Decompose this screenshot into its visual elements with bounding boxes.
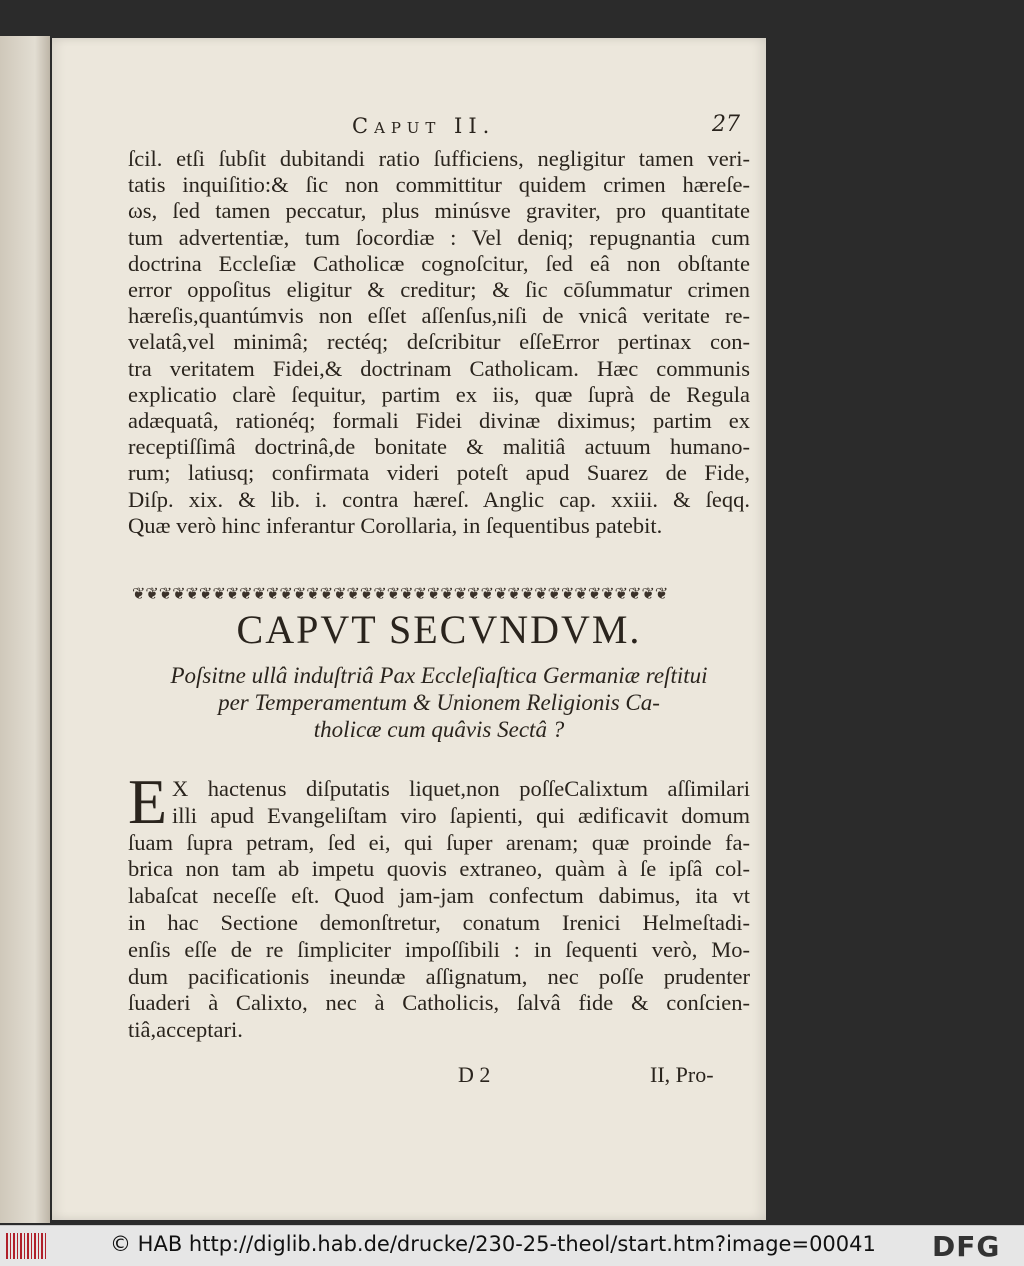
text-line: dum pacificationis ineundæ aſſignatum, nec poſſe prudenter <box>128 963 750 989</box>
page-header <box>52 112 766 146</box>
text-line: velatâ,vel minimâ; rectéq; deſcribitur eſſeError pertinax con- <box>128 329 750 355</box>
text-line: explicatio clarè ſequitur, partim ex iis, quæ ſuprà de Regula <box>128 381 750 407</box>
text-line: tatis inquiſitio:& ſic non committitur quidem crimen hæreſe- <box>128 172 750 198</box>
text-line: ſuam ſupra petram, ſed ei, qui ſuper arenam; quæ proinde fa- <box>128 829 750 855</box>
text-line: ſcil. etſi ſubſit dubitandi ratio ſufficiens, negligitur tamen veri- <box>128 146 750 171</box>
text-line: rum; latiusq; confirmata videri poteſt apud Suarez de Fide, <box>128 460 750 486</box>
text-line: adæquatâ, rationéq; formali Fidei divinæ diximus; partim ex <box>128 408 750 434</box>
book-page <box>52 38 766 1220</box>
text-line: X hactenus diſputatis liquet,non poſſeCalixtum aſſimilari <box>172 776 750 801</box>
text-line: ſuaderi à Calixto, nec à Catholicis, ſalvâ fide & conſcien- <box>128 990 750 1016</box>
text-line: enſis eſſe de re ſimpliciter impoſſibili : in ſequenti verò, Mo- <box>128 936 750 962</box>
text-line: tum advertentiæ, tum ſocordiæ : Vel deniq; repugnantia cum <box>128 224 750 250</box>
subtitle-line: tholicæ cum quâvis Sectâ ? <box>313 717 565 742</box>
text-line: receptiſſimâ doctrinâ,de bonitate & malitiâ actuum humano- <box>128 434 750 460</box>
text-line: doctrina Eccleſiæ Catholicæ cognoſcitur, ſed eâ non obſtante <box>128 250 750 276</box>
text-line: error oppoſitus eligitur & creditur; & ſic cōſummatur crimen <box>128 277 750 303</box>
page-footer <box>52 1062 766 1092</box>
page-number: 27 <box>712 112 740 137</box>
text-line: illi apud Evangeliſtam viro ſapienti, qui ædificavit domum <box>172 802 750 828</box>
dfg-logo: DFG <box>932 1230 1001 1263</box>
chapter-heading: CAPVT SECVNDVM. <box>236 607 642 652</box>
signature-mark: D 2 <box>458 1062 491 1087</box>
text-line: tra veritatem Fidei,& doctrinam Catholicam. Hæc communis <box>128 355 750 381</box>
text-line: Quæ verò hinc inferantur Corollaria, in ſequentibus patebit. <box>128 512 663 538</box>
text-line: labaſcat neceſſe eſt. Quod jam-jam confectum dabimus, ita vt <box>128 883 750 909</box>
text-line: in hac Sectione demonſtretur, conatum Irenici Helmeſtadi- <box>128 909 750 935</box>
running-title: Caput II. <box>352 114 496 138</box>
subtitle-line: per Temperamentum & Unionem Religionis Ca- <box>218 690 660 715</box>
drop-cap: E <box>128 766 168 837</box>
facing-page-edge <box>0 36 50 1223</box>
ornament-divider: ❦❦❦❦❦❦❦❦❦❦❦❦❦❦❦❦❦❦❦❦❦❦❦❦❦❦❦❦❦❦❦❦❦❦❦❦❦❦❦❦ <box>132 584 669 603</box>
chapter-paragraph <box>128 776 750 1044</box>
text-line: hæreſis,quantúmvis non eſſet aſſenſus,niſi de vnicâ veritate re- <box>128 303 750 329</box>
chapter-subtitle <box>128 662 750 743</box>
body-text <box>128 146 750 539</box>
text-line: brica non tam ab impetu quovis extraneo, quàm à ſe ipſâ col- <box>128 856 750 882</box>
catchword: II, Pro- <box>650 1062 714 1087</box>
hab-barcode-icon <box>6 1233 46 1259</box>
text-line: ωs, ſed tamen peccatur, plus minúsve graviter, pro quantitate <box>128 198 750 224</box>
source-credit: © HAB http://diglib.hab.de/drucke/230-25-theol/start.htm?image=00041 <box>110 1232 876 1256</box>
text-line: tiâ,acceptari. <box>128 1017 243 1043</box>
status-bar <box>0 1225 1024 1266</box>
text-line: Diſp. xix. & lib. i. contra hæreſ. Anglic cap. xxiii. & ſeqq. <box>128 486 750 512</box>
subtitle-line: Poſsitne ullâ induſtriâ Pax Eccleſiaſtica Germaniæ reſtitui <box>170 663 708 688</box>
